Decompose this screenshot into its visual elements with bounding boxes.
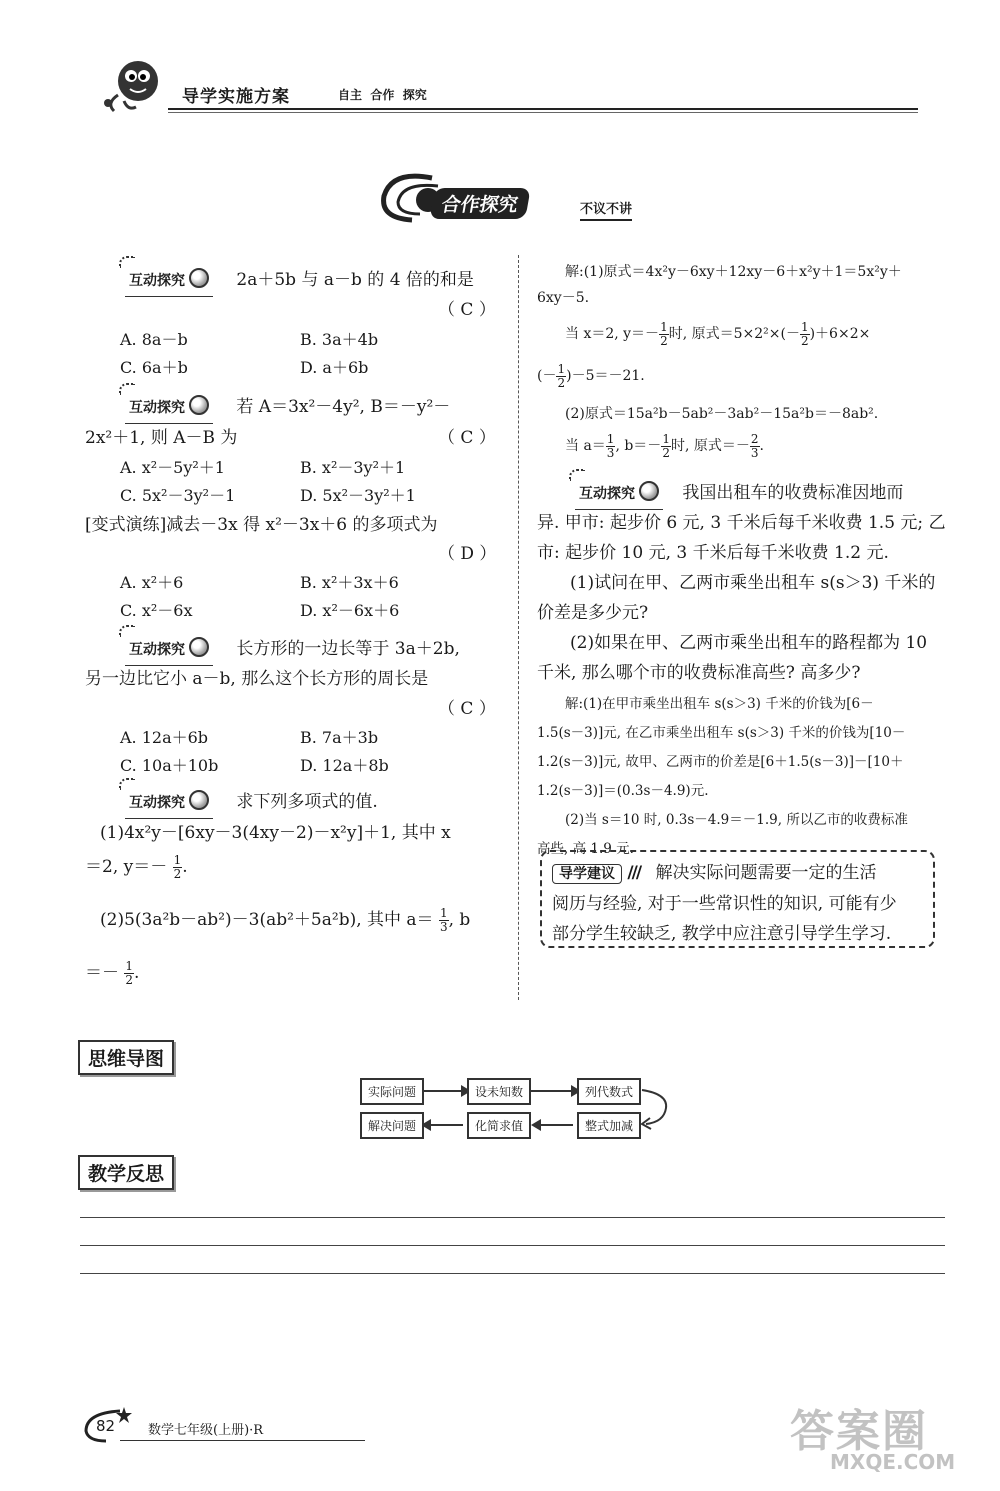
header-title: 导学实施方案 <box>182 87 290 107</box>
q2-option-b: B. x²－3y²＋1 <box>300 458 406 477</box>
fraction-two-thirds: $\frac{2}{3}$ <box>750 431 759 460</box>
node-solve-problem: 解决问题 <box>360 1112 424 1139</box>
q3-option-d: D. 12a＋8b <box>300 756 389 775</box>
ball-icon <box>189 790 209 810</box>
watermark-url: MXQE.COM <box>830 1450 956 1474</box>
fraction-third: $\frac{1}{3}$ <box>439 906 448 934</box>
solution-line-1: 解:(1)原式＝4x²y－6xy＋12xy－6＋x²y＋1＝5x²y＋ <box>565 264 902 280</box>
q2-stem: 若 A＝3x²－4y², B＝－y²－ <box>236 397 451 417</box>
fraction-half: $\frac{1}{2}$ <box>173 853 182 881</box>
q1-option-a: A. 8a－b <box>120 330 188 349</box>
q1-answer: （ C ） <box>438 300 496 320</box>
banner-tagline: 不议不讲 <box>580 198 632 221</box>
reflection-line <box>80 1245 945 1246</box>
section-banner <box>380 178 670 228</box>
reflection-line <box>80 1217 945 1218</box>
node-set-unknown: 设未知数 <box>467 1078 531 1105</box>
variant-answer: （ D ） <box>438 544 497 564</box>
arrow-right-icon <box>531 1090 571 1092</box>
q4-part1-values: ＝2, y＝－ $\frac{1}{2}$ . <box>85 853 188 881</box>
solution-line-2: 当 x＝2, y＝－ $\frac{1}{2}$ 时, 原式＝5×2²×(－ $\frac{1}{2}$ )＋6×2× <box>565 319 871 348</box>
fraction-half: $\frac{1}{2}$ <box>662 431 670 460</box>
suggestion-box <box>540 850 935 948</box>
header-rule <box>168 108 918 110</box>
solution-line-3: (－ $\frac{1}{2}$ )－5＝－21. <box>537 361 645 390</box>
question-1 <box>125 265 505 297</box>
q3-option-b: B. 7a＋3b <box>300 728 379 747</box>
column-divider <box>518 255 519 1000</box>
q5-part2b: 千米, 那么哪个市的收费标准高些? 高多少? <box>537 663 861 683</box>
q1-option-b: B. 3a＋4b <box>300 330 379 349</box>
suggestion-label: 导学建议 <box>552 864 622 884</box>
q5-part1b: 价差是多少元? <box>537 603 649 623</box>
variant-option-d: D. x²－6x＋6 <box>300 601 400 620</box>
header-subtitle: 自主 合作 探究 <box>338 88 427 102</box>
question-5 <box>575 478 955 510</box>
q1-option-c: C. 6a＋b <box>120 358 188 377</box>
tag-label: 互动探究 <box>125 266 213 297</box>
solution-line-4: (2)原式＝15a²b－5ab²－3ab²－15a²b＝－8ab². <box>565 406 879 422</box>
q2-option-c: C. 5x²－3y²－1 <box>120 486 236 505</box>
q4-part2: (2)5(3a²b－ab²)－3(ab²＋5a²b), 其中 a＝ $\frac{1}{3}$ , b <box>100 906 471 934</box>
arrow-left-icon <box>541 1124 573 1126</box>
solution-line-1b: 6xy－5. <box>537 290 590 306</box>
slash-icon: /// <box>627 863 641 883</box>
reflection-line <box>80 1273 945 1274</box>
header-rule-thin <box>168 112 918 113</box>
ball-icon <box>189 395 209 415</box>
mascot-logo <box>100 55 170 115</box>
fraction-half: $\frac{1}{2}$ <box>800 319 809 348</box>
q3-answer: （ C ） <box>438 699 496 719</box>
q5-part1: (1)试问在甲、乙两市乘坐出租车 s(s＞3) 千米的 <box>570 573 936 593</box>
q2-option-d: D. 5x²－3y²＋1 <box>300 486 416 505</box>
arrow-left-icon <box>431 1124 463 1126</box>
book-title: 数学七年级(上册)·R <box>148 1423 264 1438</box>
node-polynomial-add: 整式加减 <box>577 1112 641 1139</box>
q4-stem: 求下列多项式的值. <box>236 792 378 812</box>
ball-icon <box>189 637 209 657</box>
banner-title: 合作探究 <box>429 188 530 219</box>
q1-option-d: D. a＋6b <box>300 358 369 377</box>
q2-stem-2: 2x²＋1, 则 A－B 为 <box>85 428 238 448</box>
watermark-text: 答案圈 <box>790 1406 928 1457</box>
q5-stem: 我国出租车的收费标准因地而 <box>682 483 904 503</box>
q3-option-c: C. 10a＋10b <box>120 756 219 775</box>
q2-answer: （ C ） <box>438 428 496 448</box>
suggestion-line-1: 导学建议 /// 解决实际问题需要一定的生活 <box>552 858 933 889</box>
tag-label: 互动探究 <box>125 788 213 819</box>
question-4 <box>125 787 505 819</box>
footer-rule <box>120 1440 365 1441</box>
node-simplify-evaluate: 化简求值 <box>467 1112 531 1139</box>
q3-stem: 长方形的一边长等于 3a＋2b, <box>236 639 460 659</box>
page-number: 82 <box>96 1417 116 1435</box>
question-2 <box>125 392 505 424</box>
q4-part2-values: ＝－ $\frac{1}{2}$ . <box>85 959 140 987</box>
curve-arrow-icon <box>640 1084 670 1132</box>
suggestion-line-3: 部分学生较缺乏, 教学中应注意引导学生学习. <box>552 924 892 944</box>
q5-solution: 解:(1)在甲市乘坐出租车 s(s＞3) 千米的价钱为[6－ 1.5(s－3)]元, 在乙市乘坐出租车 s(s＞3) 千米的价钱为[10－ 1.2(s－3)]元, 故甲、乙两市的价差是[6＋1.5(s－3)]－[10＋ 1.2(s－3)]＝(0.3s－4.9)元. (2)当 s＝10 时, 0.3s－4.9＝－1.9, 所以乙市的收费标准 高些, 高 1.9 元. <box>537 696 908 857</box>
q5-part2: (2)如果在甲、乙两市乘坐出租车的路程都为 10 <box>570 633 928 653</box>
q1-stem: 2a＋5b 与 a－b 的 4 倍的和是 <box>236 270 474 290</box>
fraction-half: $\frac{1}{2}$ <box>557 361 566 390</box>
variant-option-c: C. x²－6x <box>120 601 193 620</box>
mind-map <box>355 1078 665 1138</box>
tag-label: 互动探究 <box>575 479 663 510</box>
fraction-half: $\frac{1}{2}$ <box>125 959 134 987</box>
q2-option-a: A. x²－5y²＋1 <box>120 458 225 477</box>
mind-map-label: 思维导图 <box>78 1040 174 1075</box>
q3-stem-2: 另一边比它小 a－b, 那么这个长方形的周长是 <box>85 669 429 689</box>
ball-icon <box>189 268 209 288</box>
node-real-problem: 实际问题 <box>360 1078 424 1105</box>
tag-label: 互动探究 <box>125 635 213 666</box>
q5-line-3: 市: 起步价 10 元, 3 千米后每千米收费 1.2 元. <box>537 543 889 563</box>
variant-option-a: A. x²＋6 <box>120 573 184 592</box>
question-3 <box>125 634 505 666</box>
q3-option-a: A. 12a＋6b <box>120 728 209 747</box>
q4-part1: (1)4x²y－[6xy－3(4xy－2)－x²y]＋1, 其中 x <box>100 823 451 843</box>
fraction-third: $\frac{1}{3}$ <box>606 431 615 460</box>
variant-option-b: B. x²＋3x＋6 <box>300 573 399 592</box>
tag-label: 互动探究 <box>125 393 213 424</box>
reflection-label: 教学反思 <box>78 1155 174 1190</box>
q5-line-2: 异. 甲市: 起步价 6 元, 3 千米后每千米收费 1.5 元; 乙 <box>537 513 946 533</box>
fraction-half: $\frac{1}{2}$ <box>660 319 668 348</box>
ball-icon <box>639 481 659 501</box>
solution-line-5: 当 a＝ $\frac{1}{3}$ , b＝－ $\frac{1}{2}$ 时, 原式＝－ $\frac{2}{3}$ . <box>565 431 764 460</box>
node-write-expression: 列代数式 <box>577 1078 641 1105</box>
variant-stem: [变式演练]减去－3x 得 x²－3x＋6 的多项式为 <box>85 515 438 535</box>
arrow-right-icon <box>423 1090 461 1092</box>
suggestion-line-2: 阅历与经验, 对于一些常识性的知识, 可能有少 <box>552 894 897 914</box>
